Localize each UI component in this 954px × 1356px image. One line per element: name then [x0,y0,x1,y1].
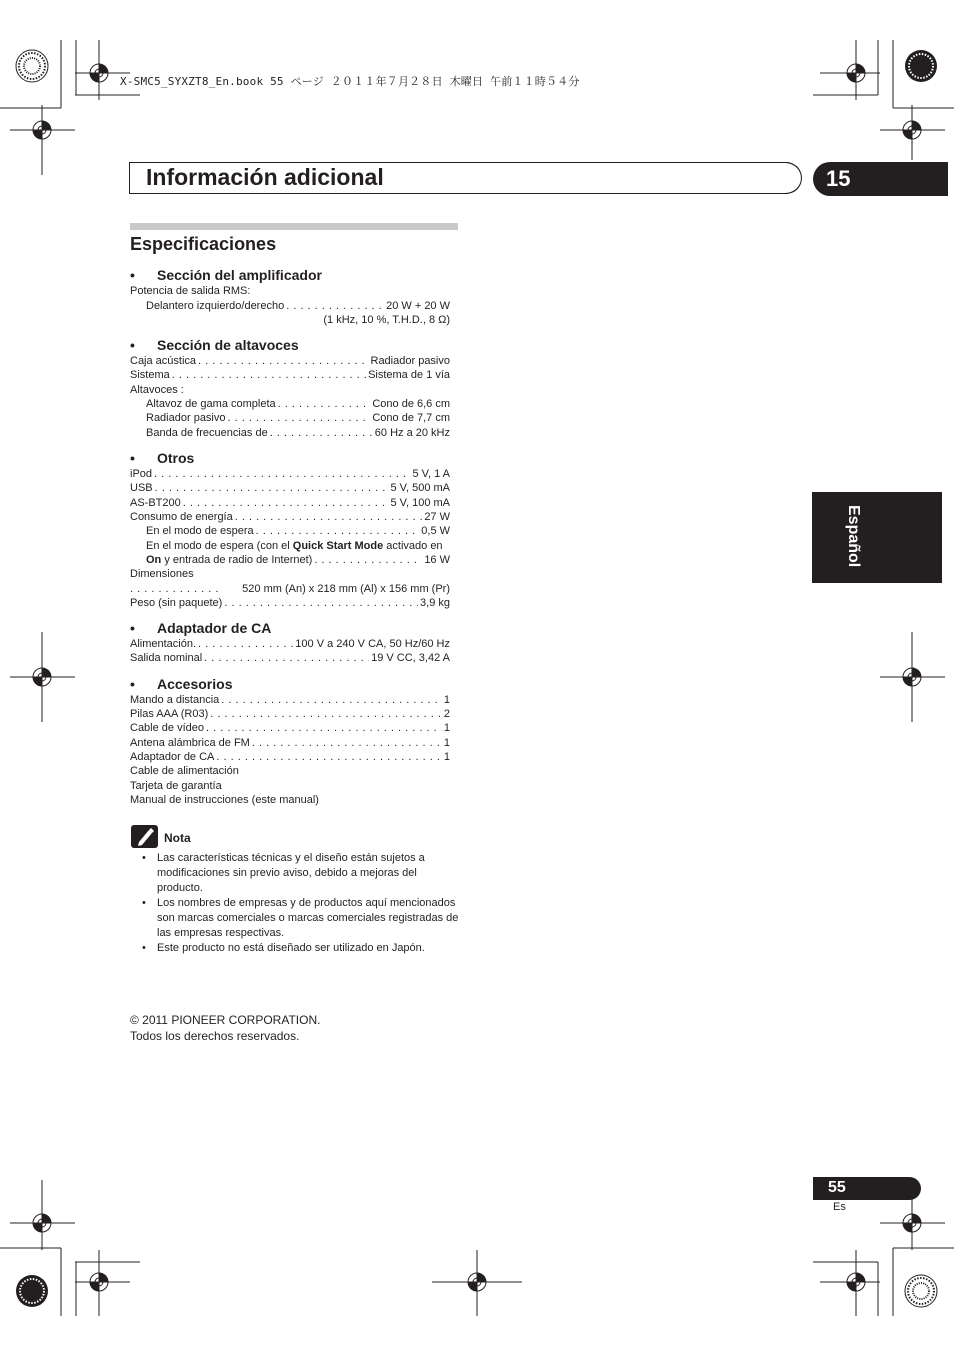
subsection-heading-accesorios: • Accesorios [130,676,233,692]
spec-row: Antena alámbrica de FM . . . 1 [130,737,450,751]
section-title: Especificaciones [130,234,277,254]
print-slug: X-SMC5_SYXZT8_En.book 55 ページ ２０１１年７月２８日 木曜日 午前１１時５４分 [120,75,580,88]
spec-row: On y entrada de radio de Internet) . . . 16 W [146,554,450,568]
spec-line: Cable de alimentación [130,765,239,777]
spec-row: Cable de vídeo . . . 1 [130,722,450,736]
note-item: • Los nombres de empresas y de productos aquí mencionados son marcas comerciales o marcas comerciales registradas de las empresas respectivas. [142,897,459,939]
spec-line: Tarjeta de garantía [130,780,222,792]
subsection-heading-speakers: • Sección de altavoces [130,337,299,353]
language-tab-label: Español [845,505,862,568]
spec-row: Radiador pasivo . . . Cono de 7,7 cm [146,412,450,426]
spec-line: Dimensiones [130,568,194,580]
spec-row: Adaptador de CA . . . 1 [130,751,450,765]
spec-line: Potencia de salida RMS: [130,285,251,297]
spec-row: Pilas AAA (R03) . . . 2 [130,708,450,722]
spec-row: AS-BT200 . . . 5 V, 100 mA [130,497,450,511]
spec-row: Alimentación. . . . 100 V a 240 V CA, 50 Hz/60 Hz [130,638,450,652]
note-label: Nota [164,831,191,845]
copyright-line: © 2011 PIONEER CORPORATION. [130,1013,321,1027]
spec-line: En el modo de espera (con el Quick Start Mode activado en [146,540,443,552]
spec-row: Mando a distancia . . . 1 [130,694,450,708]
note-item: • Las características técnicas y el diseño están sujetos a modificaciones sin previo aviso, debido a mejoras del producto. [142,852,425,894]
spec-line: Manual de instrucciones (este manual) [130,794,319,806]
spec-row: Caja acústica . . . Radiador pasivo [130,355,450,369]
chapter-number: 15 [826,166,851,191]
spec-row: Peso (sin paquete) . . . 3,9 kg [130,597,450,611]
subsection-heading-otros: • Otros [130,450,195,466]
spec-row: En el modo de espera . . . 0,5 W [146,525,450,539]
subsection-heading-adaptador: • Adaptador de CA [130,620,272,636]
page-language-code: Es [833,1201,846,1213]
spec-row: Delantero izquierdo/derecho . . . 20 W + 20 W [146,300,450,314]
section-rule [130,223,458,230]
spec-row: Banda de frecuencias de . . . 60 Hz a 20 kHz [146,427,450,441]
spec-row: Altavoz de gama completa . . . Cono de 6,6 cm [146,398,450,412]
subsection-heading-amplifier: • Sección del amplificador [130,267,322,283]
spec-row: Consumo de energía . . . 27 W [130,511,450,525]
spec-line: Altavoces : [130,384,184,396]
pencil-icon [131,825,158,848]
spec-row: Salida nominal . . . 19 V CC, 3,42 A [130,652,450,666]
page-number: 55 [828,1179,846,1196]
spec-row: Sistema . . . Sistema de 1 vía [130,369,450,383]
spec-note: (1 kHz, 10 %, T.H.D., 8 Ω) [323,314,450,326]
note-item: • Este producto no está diseñado ser utilizado en Japón. [142,942,425,954]
spec-row: iPod . . . 5 V, 1 A [130,468,450,482]
page-title: Información adicional [146,164,384,190]
spec-row: USB . . . 5 V, 500 mA [130,482,450,496]
spec-row: . . . 520 mm (An) x 218 mm (Al) x 156 mm (Pr) [130,583,450,597]
on-label: On [146,554,162,566]
quick-start-mode-label: Quick Start Mode [292,540,384,552]
copyright-line: Todos los derechos reservados. [130,1029,300,1043]
